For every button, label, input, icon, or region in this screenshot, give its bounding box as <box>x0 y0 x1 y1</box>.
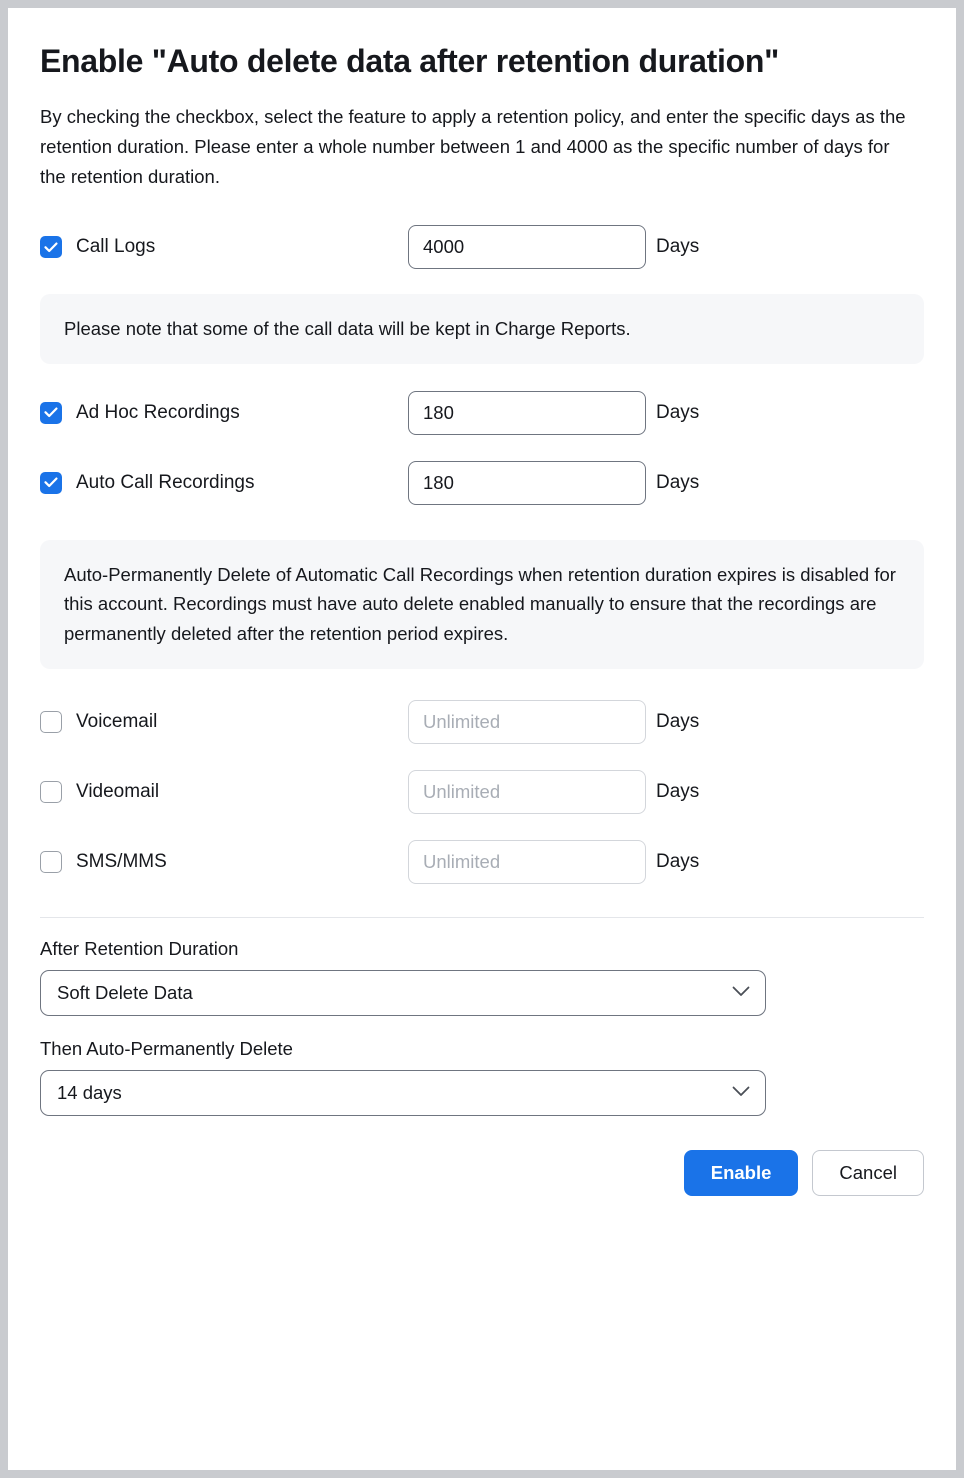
note-auto-permanent-delete: Auto-Permanently Delete of Automatic Call Recordings when retention duration expires is disabled for this account. Recordings must have auto delete enabled manually to ensure that the recordings are permanently deleted after the retention period expires. <box>40 540 924 669</box>
days-suffix-voicemail: Days <box>656 710 700 732</box>
retention-row-videomail <box>40 765 924 819</box>
dialog-description: By checking the checkbox, select the feature to apply a retention policy, and enter the specific days as the retention duration. Please enter a whole number between 1 and 4000 as the specific number of days for the retention duration. <box>40 106 906 188</box>
then-auto-delete-select-wrap <box>40 1070 766 1116</box>
days-input-voicemail[interactable] <box>408 700 646 744</box>
retention-row-call-logs <box>40 220 924 274</box>
retention-row-voicemail <box>40 695 924 749</box>
label-after-retention-duration: After Retention Duration <box>40 937 239 959</box>
retention-row-auto-call-recordings <box>40 456 924 510</box>
voicemail-label-group <box>40 711 408 733</box>
label-sms-mms: SMS/MMS <box>76 850 167 872</box>
days-input-sms-mms[interactable] <box>408 840 646 884</box>
page-title: Enable "Auto delete data after retention duration" <box>40 43 779 79</box>
then-auto-delete-select[interactable] <box>40 1070 766 1116</box>
days-suffix-call-logs: Days <box>656 236 700 258</box>
enable-button[interactable]: Enable <box>684 1150 799 1196</box>
retention-row-sms-mms <box>40 835 924 889</box>
call-logs-label-group <box>40 236 408 258</box>
days-input-call-logs[interactable] <box>408 225 646 269</box>
label-auto-call-recordings: Auto Call Recordings <box>76 471 255 493</box>
then-auto-delete-value: 14 days <box>57 1081 122 1103</box>
days-input-ad-hoc-recordings[interactable] <box>408 391 646 435</box>
label-videomail: Videomail <box>76 780 160 802</box>
days-input-auto-call-recordings[interactable] <box>408 461 646 505</box>
ad-hoc-label-group <box>40 402 408 424</box>
days-suffix-sms-mms: Days <box>656 850 700 872</box>
after-retention-duration-select[interactable] <box>40 970 766 1016</box>
checkbox-sms-mms[interactable] <box>40 851 62 873</box>
after-retention-duration-value: Soft Delete Data <box>57 981 193 1003</box>
checkbox-videomail[interactable] <box>40 781 62 803</box>
note-charge-reports: Please note that some of the call data will be kept in Charge Reports. <box>40 294 924 364</box>
cancel-button[interactable]: Cancel <box>812 1150 924 1196</box>
days-suffix-ad-hoc-recordings: Days <box>656 401 700 423</box>
check-icon <box>44 477 58 488</box>
videomail-label-group <box>40 781 408 803</box>
dialog-actions <box>40 1150 924 1196</box>
days-suffix-videomail: Days <box>656 780 700 802</box>
auto-call-label-group <box>40 472 408 494</box>
check-icon <box>44 242 58 253</box>
days-suffix-auto-call-recordings: Days <box>656 471 700 493</box>
label-voicemail: Voicemail <box>76 710 158 732</box>
label-ad-hoc-recordings: Ad Hoc Recordings <box>76 401 240 423</box>
after-retention-duration-select-wrap <box>40 970 766 1016</box>
sms-mms-label-group <box>40 851 408 873</box>
checkbox-voicemail[interactable] <box>40 711 62 733</box>
retention-row-ad-hoc-recordings <box>40 386 924 440</box>
check-icon <box>44 407 58 418</box>
section-divider <box>40 917 924 918</box>
days-input-videomail[interactable] <box>408 770 646 814</box>
label-call-logs: Call Logs <box>76 236 156 258</box>
checkbox-auto-call-recordings[interactable] <box>40 472 62 494</box>
checkbox-call-logs[interactable] <box>40 236 62 258</box>
checkbox-ad-hoc-recordings[interactable] <box>40 402 62 424</box>
label-then-auto-permanently-delete: Then Auto-Permanently Delete <box>40 1037 293 1059</box>
